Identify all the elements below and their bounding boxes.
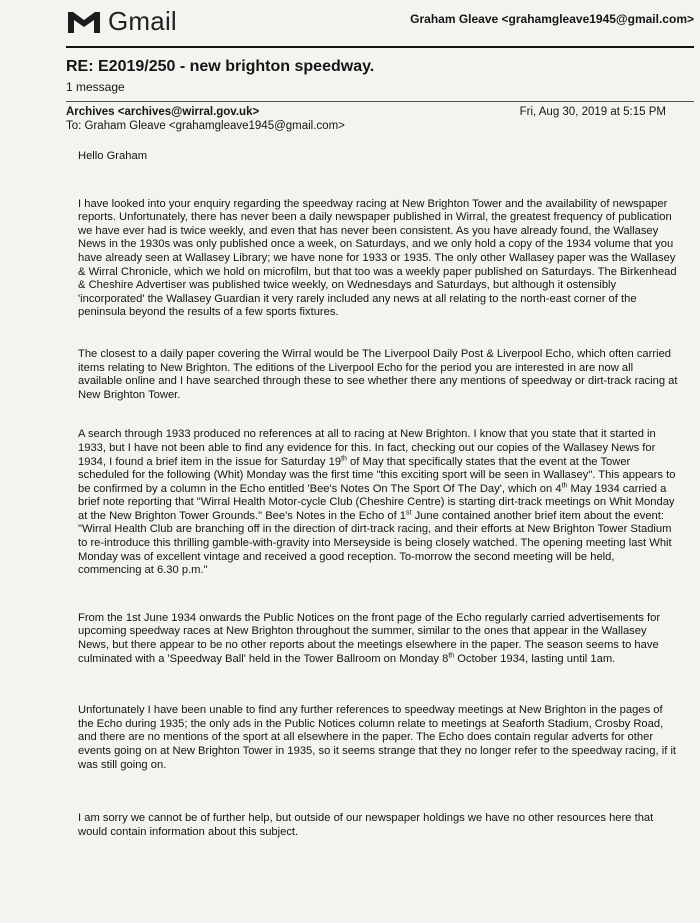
p3-text-b: of May that specifically states that the event at the Tower scheduled for the following (Whit) Monday was the first time "this exciting sport will be seen in Wallasey". This appears to be confirmed by a column in the Echo entitled 'Bee's Notes On The Sport Of The Day', which on 4 bbox=[78, 455, 676, 495]
gmail-m-icon bbox=[66, 9, 102, 35]
p4-text-b: October 1934, lasting until 1am. bbox=[454, 652, 616, 665]
gmail-wordmark: Gmail bbox=[108, 6, 177, 36]
sender bbox=[66, 106, 259, 118]
email-subject: RE: E2019/250 - new brighton speedway. bbox=[66, 58, 375, 75]
sender-address: Archives <archives@wirral.gov.uk> bbox=[66, 106, 260, 118]
p4-text-a: From the 1st June 1934 onwards the Public Notices on the front page of the Echo regularly carried advertisements for upcoming speedway races at New Brighton throughout the summer, similar to the ones that appear in the Wallasey News, but there appear to be no other reports about the meetings elsewhere in the paper. The season seems to have culminated with a 'Speedway Ball' held in the Tower Ballroom on Monday 8 bbox=[78, 611, 661, 665]
message-divider bbox=[66, 101, 694, 102]
p3-sup-3: st bbox=[406, 509, 412, 517]
paragraph-4 bbox=[78, 612, 680, 666]
account-label: Graham Gleave <grahamgleave1945@gmail.com> bbox=[410, 12, 694, 26]
header-divider bbox=[66, 46, 694, 48]
paragraph-6: I am sorry we cannot be of further help, but outside of our newspaper holdings we have no other resources here that would contain information about this subject. bbox=[78, 812, 654, 838]
paragraph-1: I have looked into your enquiry regarding the speedway racing at New Brighton Tower and the availability of newspaper reports. Unfortunately, there has never been a daily newspaper published in Wirral, the greatest frequency of publication we have ever had is twice weekly, and even that has never been consistent. As you have already found, the Wallasey News in the 1930s was only published once a week, on Saturdays, and we only hold a copy of the 1934 volume that you have already seen at Wallasey Library; we have none for 1933 or 1935. The only other Wallasey paper was the Wallasey & Wirral Chronicle, which we hold on microfilm, but that too was a weekly paper published on Saturdays. The Birkenhead & Cheshire Advertiser was published twice weekly, on Wednesdays and Saturdays, but although it ostensibly 'incorporated' the Wallasey Guardian it very rarely included any news at all relating to the north-east corner of the peninsula beyond the results of a few sports fixtures. bbox=[78, 197, 677, 319]
recipient: To: Graham Gleave <grahamgleave1945@gmail.com> bbox=[66, 120, 345, 132]
gmail-header bbox=[66, 6, 694, 38]
p4-sup: th bbox=[448, 651, 455, 659]
p3-text-c: May 1934 carried a brief note reporting that "Wirral Health Motor-cycle Club (Cheshire Centre) is starting dirt-track meetings on Whit Monday at the New Brighton Tower Grounds." Bee's Notes in the Echo of 1 bbox=[78, 482, 675, 522]
gmail-logo bbox=[66, 6, 177, 37]
p3-sup-2: th bbox=[561, 481, 568, 489]
p3-sup-1: th bbox=[341, 454, 347, 462]
paragraph-3 bbox=[78, 428, 680, 578]
email-body bbox=[78, 150, 680, 867]
p3-text-d: June contained another brief item about the event: "Wirral Health Club are branching off in the direction of dirt-track racing, and their efforts at New Brighton Tower Stadium to re-introduce this thrilling gamble-with-gravity into Merseyside is being closely watched. The opening meeting last Whit Monday was of excellent vintage and received a good reception. To-morrow the second meeting will be held, commencing at 6.30 p.m." bbox=[78, 509, 672, 577]
message-count: 1 message bbox=[66, 80, 125, 94]
paragraph-2: The closest to a daily paper covering the Wirral would be The Liverpool Daily Post & Liverpool Echo, which often carried items relating to New Brighton. The editions of the Liverpool Echo for the period you are interested in are now all available online and I have searched through these to see whether there any mentions of speedway or dirt-track racing at New Brighton Tower. bbox=[78, 347, 678, 401]
paragraph-5: Unfortunately I have been unable to find any further references to speedway meetings at New Brighton in the pages of the Echo during 1935; the only ads in the Public Notices column relate to meetings at Seaforth Stadium, Crosby Road, and there are no mentions of the sport at all elsewhere in the paper. The Echo does contain regular adverts for other events going on at New Brighton Tower in 1935, so it seems strange that they no longer refer to the speedway racing, if it was still going on. bbox=[78, 704, 677, 771]
p3-text-a: A search through 1933 produced no references at all to racing at New Brighton. I know that you state that it started in 1933, but I have not been able to find any evidence for this. In fact, checking out our copies of the Wallasey News for 1934, I found a brief item in the issue for Saturday 19 bbox=[78, 428, 656, 468]
greeting: Hello Graham bbox=[78, 150, 148, 162]
sent-date: Fri, Aug 30, 2019 at 5:15 PM bbox=[519, 106, 666, 118]
